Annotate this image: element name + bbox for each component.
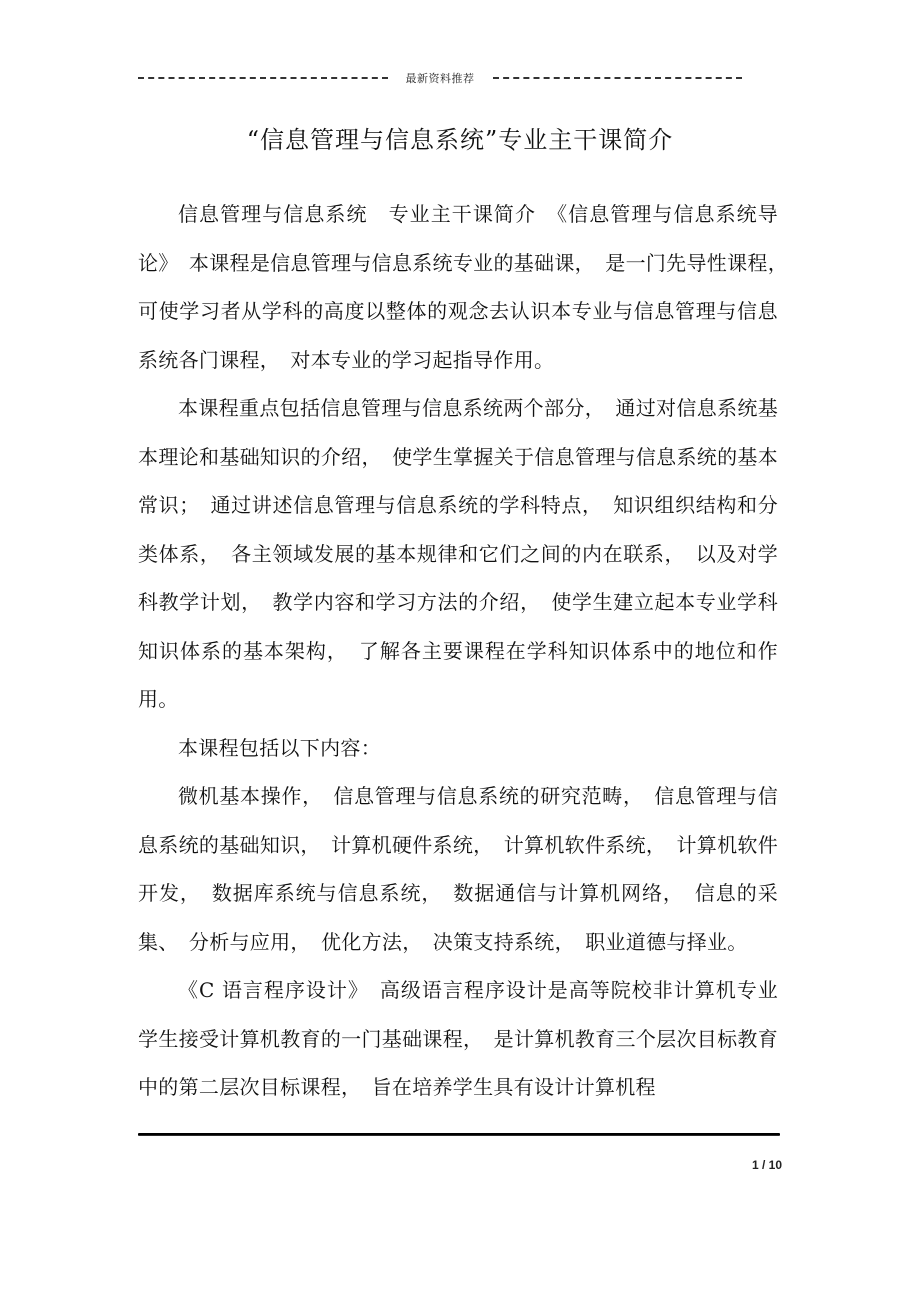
- header-dash-right: [493, 77, 743, 79]
- header-label: 最新资料推荐: [405, 72, 475, 85]
- paragraph-content-heading: 本课程包括以下内容：: [178, 735, 381, 760]
- footer-divider: [138, 1133, 780, 1136]
- header-dash-left: [138, 77, 388, 79]
- page-number: 1 / 10: [751, 1158, 782, 1172]
- paragraph-intro: 信息管理与信息系统 专业主干课简介 《信息管理与信息系统导论》 本课程是信息管理与信息系统专业的基础课， 是一门先导性课程， 可使学习者从学科的高度以整体的观念去认识本专业与信息管理与信息系统各门课程， 对本专业的学习起指导作用。: [138, 202, 799, 372]
- document-title: “信息管理与信息系统”专业主干课简介: [246, 126, 674, 154]
- paragraph-c-language: 《C 语言程序设计》 高级语言程序设计是高等院校非计算机专业学生接受计算机教育的一门基础课程， 是计算机教育三个层次目标教育中的第二层次目标课程， 旨在培养学生具有设计计算机程: [138, 978, 778, 1099]
- paragraph-focus: 本课程重点包括信息管理与信息系统两个部分， 通过对信息系统基本理论和基础知识的介绍， 使学生掌握关于信息管理与信息系统的基本常识； 通过讲述信息管理与信息系统的学科特点， 知识组织结构和分类体系， 各主领域发展的基本规律和它们之间的内在联系， 以及对学科教学计划， 教学内容和学习方法的介绍， 使学生建立起本专业学科知识体系的基本架构， 了解各主要课程在学科知识体系中的地位和作用。: [138, 396, 778, 711]
- page-header: [138, 70, 742, 86]
- document-body: [138, 190, 799, 1112]
- paragraph-content-list: 微机基本操作， 信息管理与信息系统的研究范畴， 信息管理与信息系统的基础知识， 计算机硬件系统， 计算机软件系统， 计算机软件开发， 数据库系统与信息系统， 数据通信与计算机网络， 信息的采集、 分析与应用， 优化方法， 决策支持系统， 职业道德与择业。: [138, 784, 778, 954]
